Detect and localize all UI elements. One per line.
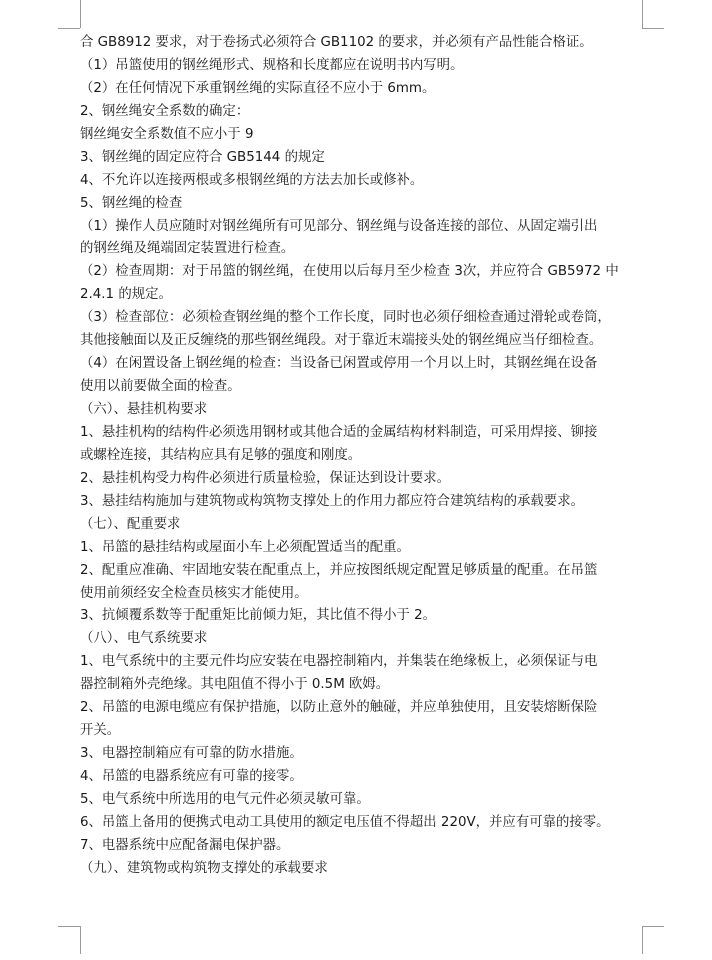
top-right-crop-mark xyxy=(636,0,666,30)
section-heading: （九）、建筑物或构筑物支撑处的承载要求 xyxy=(80,860,328,876)
bottom-right-crop-mark xyxy=(636,920,666,960)
text-line: 使用前须经安全检查员核实才能使用。 xyxy=(80,585,308,601)
text-line: 或螺栓连接，其结构应具有足够的强度和刚度。 xyxy=(80,447,362,463)
document-body xyxy=(80,32,646,881)
text-line: 5、电气系统中所选用的电气元件必须灵敏可靠。 xyxy=(80,791,370,807)
text-line: 3、钢丝绳的固定应符合 GB5144 的规定 xyxy=(80,149,325,165)
text-line: 4、吊篮的电器系统应有可靠的接零。 xyxy=(80,769,303,784)
text-line: 3、悬挂结构施加与建筑物或构筑物支撑处上的作用力都应符合建筑结构的承载要求。 xyxy=(80,493,584,509)
text-line: 1、悬挂机构的结构件必须选用钢材或其他合适的金属结构材料制造，可采用焊接、铆接 xyxy=(80,424,598,440)
text-line: （2）检查周期：对于吊篮的钢丝绳，在使用以后每月至少检查 3次，并应符合 GB5972 中 xyxy=(80,264,619,280)
section-heading: （六）、悬挂机构要求 xyxy=(80,402,208,417)
text-line: 开关。 xyxy=(80,723,121,739)
text-line: 器控制箱外壳绝缘。其电阻值不得小于 0.5M 欧姆。 xyxy=(80,677,390,693)
section-heading: （七）、配重要求 xyxy=(80,516,181,532)
text-line: （3）检查部位：必须检查钢丝绳的整个工作长度，同时也必须仔细检查通过滑轮或卷筒， xyxy=(80,310,611,326)
text-line: 1、电气系统中的主要元件均应安装在电器控制箱内，并集装在绝缘板上，必须保证与电 xyxy=(80,654,598,670)
text-line: （1）操作人员应随时对钢丝绳所有可见部分、钢丝绳与设备连接的部位、从固定端引出 xyxy=(80,218,598,234)
text-line: 4、不允许以连接两根或多根钢丝绳的方法去加长或修补。 xyxy=(80,172,424,188)
text-line: 2、钢丝绳安全系数的确定： xyxy=(80,103,250,119)
text-line: （4）在闲置设备上钢丝绳的检查：当设备已闲置或停用一个月以上时，其钢丝绳在设备 xyxy=(80,356,598,372)
top-left-crop-mark xyxy=(0,0,80,30)
bottom-left-crop-mark xyxy=(0,920,82,960)
text-line: 钢丝绳安全系数值不应小于 9 xyxy=(80,126,254,142)
text-line: 合 GB8912 要求，对于卷扬式必须符合 GB1102 的要求，并必须有产品性能合格证。 xyxy=(80,35,593,50)
text-line: 2、配重应准确、牢固地安装在配重点上，并应按图纸规定配置足够质量的配重。在吊篮 xyxy=(80,562,598,578)
text-line: 2.4.1 的规定。 xyxy=(80,287,172,303)
text-line: （1）吊篮使用的钢丝绳形式、规格和长度都应在说明书内写明。 xyxy=(80,57,464,73)
text-line: 2、悬挂机构受力构件必须进行质量检验，保证达到设计要求。 xyxy=(80,470,451,486)
text-line: 2、吊篮的电源电缆应有保护措施，以防止意外的触碰，并应单独使用，且安装熔断保险 xyxy=(80,700,598,716)
text-line: 3、抗倾覆系数等于配重矩比前倾力矩，其比值不得小于 2。 xyxy=(80,608,437,624)
text-line: 6、吊篮上备用的便携式电动工具使用的额定电压值不得超出 220V，并应有可靠的接零。 xyxy=(80,814,610,830)
text-line: 5、钢丝绳的检查 xyxy=(80,195,183,211)
text-line: （2）在任何情况下承重钢丝绳的实际直径不应小于 6mm。 xyxy=(80,80,436,96)
text-line: 3、电器控制箱应有可靠的防水措施。 xyxy=(80,746,303,762)
text-line: 其他接触面以及正反缠绕的那些钢丝绳段。对于靠近末端接头处的钢丝绳应当仔细检查。 xyxy=(80,333,603,349)
text-line: 7、电器系统中应配备漏电保护器。 xyxy=(80,837,290,853)
text-line: 1、吊篮的悬挂结构或屋面小车上必须配置适当的配重。 xyxy=(80,539,410,555)
text-line: 使用以前要做全面的检查。 xyxy=(80,379,241,395)
section-heading: （八）、电气系统要求 xyxy=(80,631,208,647)
text-line: 的钢丝绳及绳端固定装置进行检查。 xyxy=(80,241,295,257)
